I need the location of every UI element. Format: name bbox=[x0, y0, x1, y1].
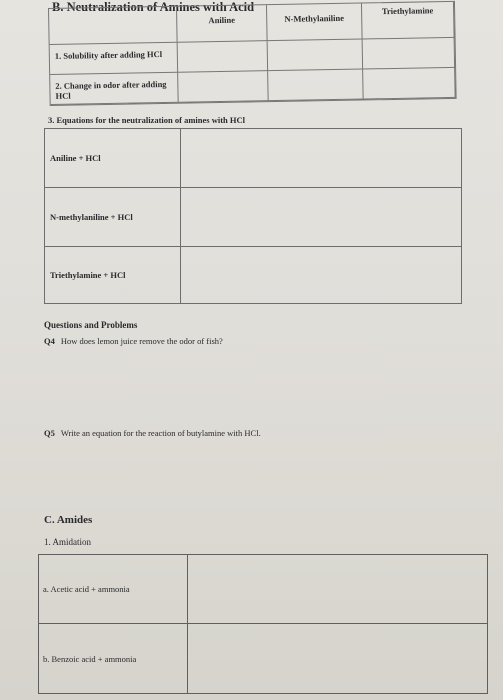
neutralization-table bbox=[48, 1, 457, 106]
amidation-answer-cell[interactable] bbox=[187, 623, 488, 694]
equation-label-aniline: Aniline + HCl bbox=[44, 128, 181, 188]
answer-cell[interactable] bbox=[178, 71, 269, 103]
col-header-aniline: Aniline bbox=[177, 5, 268, 43]
section-3-title: 3. Equations for the neutralization of amines with HCl bbox=[48, 115, 246, 125]
question-number: Q5 bbox=[44, 428, 55, 438]
section-b-title: B. Neutralization of Amines with Acid bbox=[52, 0, 255, 14]
equation-answer-cell[interactable] bbox=[180, 187, 462, 247]
table-corner-cell bbox=[49, 7, 178, 45]
question-text: How does lemon juice remove the odor of fish? bbox=[60, 336, 223, 346]
col-header-triethylamine: Triethylamine bbox=[362, 2, 455, 40]
answer-cell[interactable] bbox=[268, 40, 364, 72]
row-label-odor: 2. Change in odor after adding HCl bbox=[50, 73, 179, 105]
question-q5 bbox=[44, 428, 261, 438]
amidation-label-benzoic: b. Benzoic acid + ammonia bbox=[38, 623, 188, 694]
questions-heading: Questions and Problems bbox=[44, 320, 138, 330]
amidation-label-acetic: a. Acetic acid + ammonia bbox=[38, 554, 188, 624]
answer-cell[interactable] bbox=[268, 70, 364, 102]
equation-answer-cell[interactable] bbox=[180, 128, 462, 188]
question-q4 bbox=[44, 336, 223, 346]
question-text: Write an equation for the reaction of butylamine with HCl. bbox=[60, 428, 261, 438]
amidation-table bbox=[38, 554, 488, 694]
amidation-answer-cell[interactable] bbox=[187, 554, 488, 624]
amidation-subtitle: 1. Amidation bbox=[44, 537, 91, 547]
question-number: Q4 bbox=[44, 336, 55, 346]
equation-answer-cell[interactable] bbox=[180, 246, 462, 304]
col-header-n-methylaniline: N-Methylaniline bbox=[267, 4, 363, 42]
answer-cell[interactable] bbox=[363, 38, 456, 70]
row-label-solubility: 1. Solubility after adding HCl bbox=[50, 43, 179, 75]
equations-table bbox=[44, 128, 462, 304]
equation-label-n-methylaniline: N-methylaniline + HCl bbox=[44, 187, 181, 247]
section-c-title: C. Amides bbox=[44, 514, 93, 526]
answer-cell[interactable] bbox=[178, 41, 269, 73]
equation-label-triethylamine: Triethylamine + HCl bbox=[44, 246, 181, 304]
answer-cell[interactable] bbox=[363, 68, 456, 100]
